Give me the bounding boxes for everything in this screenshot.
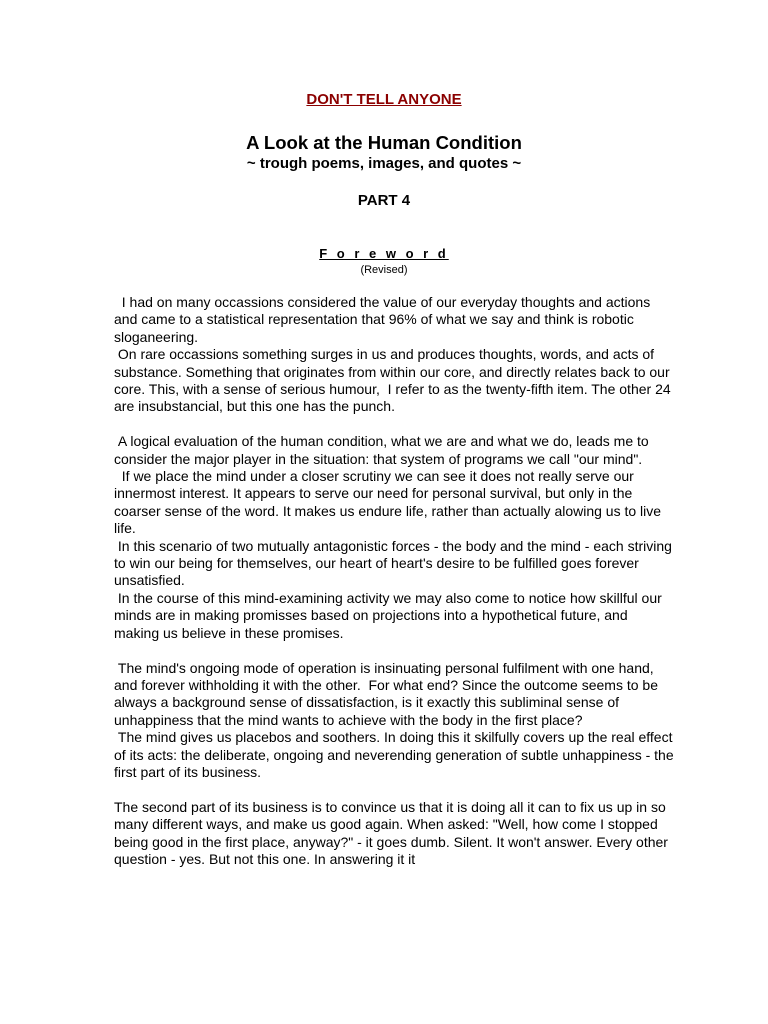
body-text [114,294,678,868]
paragraph: The second part of its business is to convince us that it is doing all it can to fix us up in so many different ways, and make us good again. When asked: "Well, how come I stopped being good in the first place, anyway?" - it goes dumb. Silent. It won't answer. Every other question - yes. But not this one. In answering it it [114,798,672,867]
paragraph: In the course of this mind-examining activity we may also come to notice how skillful our minds are in making promisses based on projections into a hypothetical future, and making us believe in these promises. [114,589,666,641]
foreword-note: (Revised) [360,264,408,276]
paragraph: In this scenario of two mutually antagonistic forces - the body and the mind - each striving to win our being for themselves, our heart of heart's desire to be fulfilled goes forever unsatisfied. [114,537,676,589]
main-title: DON'T TELL ANYONE [306,91,462,108]
book-subtitle: ~ trough poems, images, and quotes ~ [246,155,522,172]
foreword-heading: F o r e w o r d [319,246,449,261]
paragraph: If we place the mind under a closer scrutiny we can see it does not really serve our innermost interest. It appears to serve our need for personal survival, but only in the coarser sense of the word. It makes us endure life, rather than actually alowing us to live life. [114,468,665,537]
paragraph: The mind gives us placebos and soothers. In doing this it skilfully covers up the real effect of its acts: the deliberate, ongoing and neverending generation of subtle unhappiness - the first part of its business. [114,729,678,780]
part-label: PART 4 [357,192,411,209]
paragraph: I had on many occassions considered the value of our everyday thoughts and actions and came to a statistical representation that 96% of what we say and think is robotic sloganeering. [114,294,655,345]
book-title: A Look at the Human Condition [246,132,522,153]
paragraph: The mind's ongoing mode of operation is insinuating personal fulfilment with one hand, and forever withholding it with the other. For what end? Since the outcome seems to be always a background sense of dissatisfaction, is it exactly this subliminal sense of unhappiness that the mind wants to achieve with the body in the first place? [114,659,662,728]
paragraph: A logical evaluation of the human condition, what we are and what we do, leads me to consider the major player in the situation: that system of programs we call "our mind". [114,433,653,467]
paragraph: On rare occassions something surges in us and produces thoughts, words, and acts of substance. Something that originates from within our core, and directly relates back to our core. This, with a sense of serious humour, I refer to as the twenty-fifth item. The other 24 are insubstancial, but this one has the punch. [114,346,675,415]
